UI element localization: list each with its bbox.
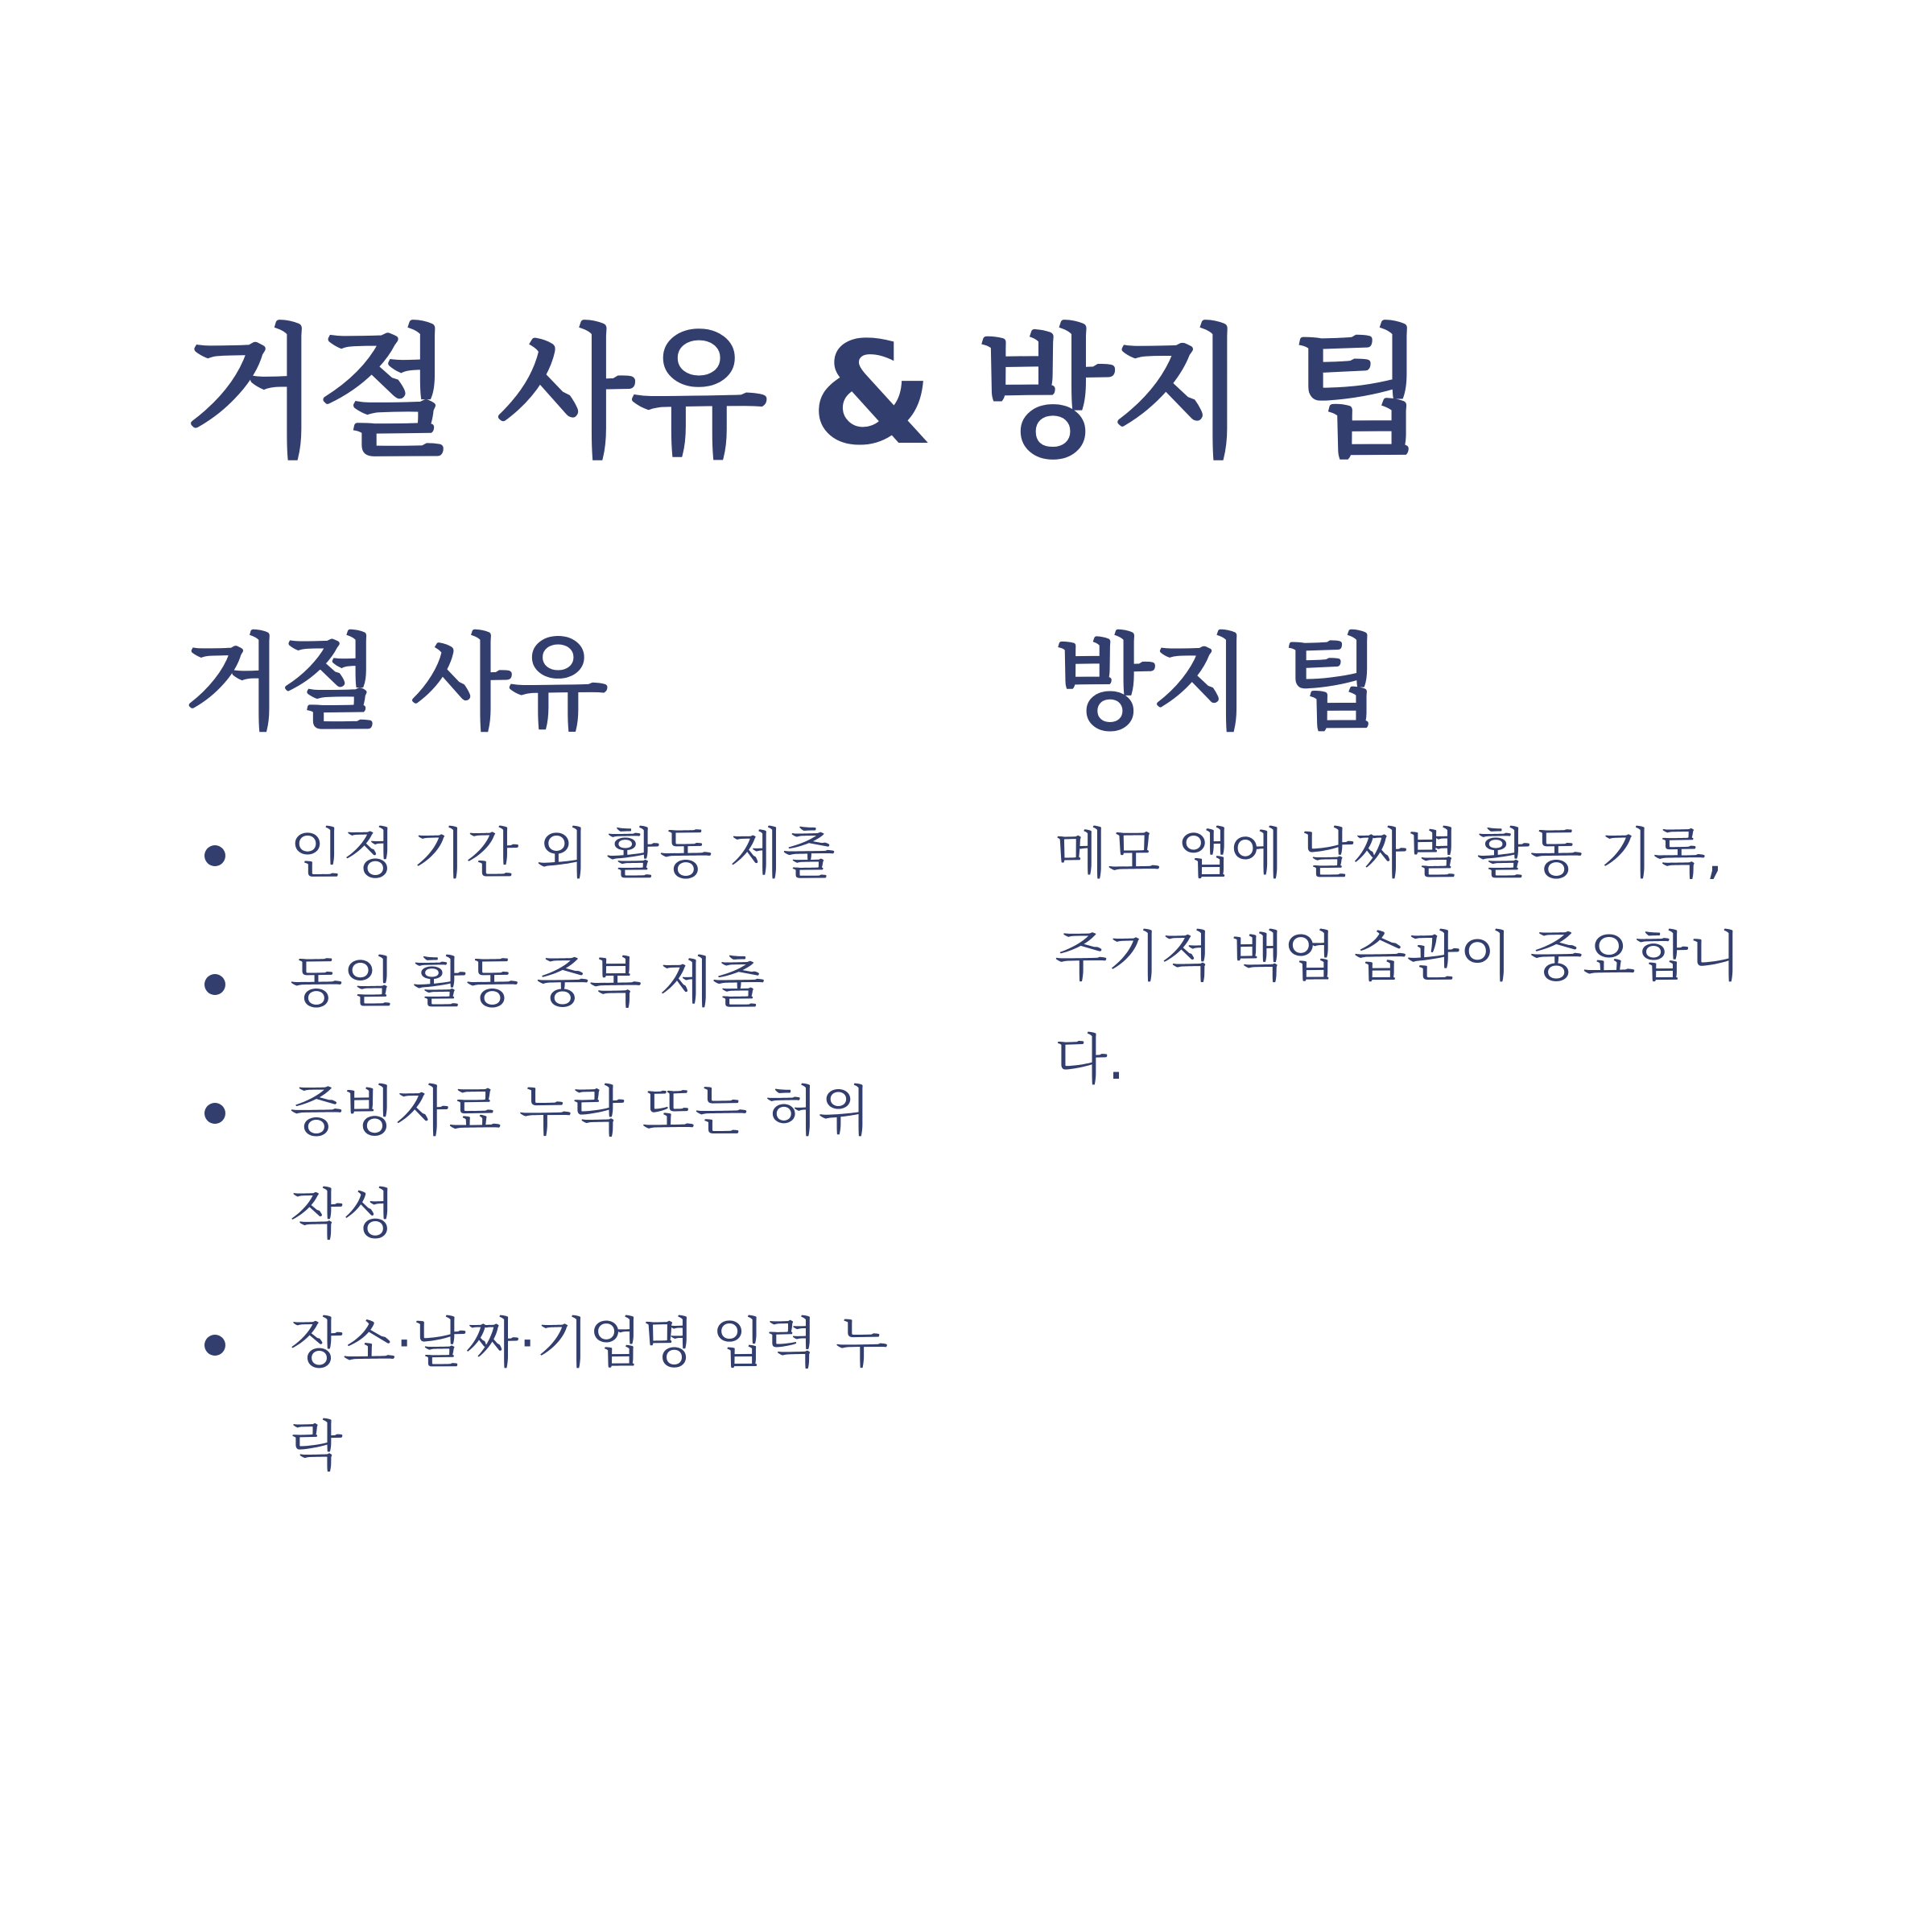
bullet-icon: [204, 845, 225, 866]
bullet-icon: [204, 974, 225, 995]
list-item: [184, 1061, 918, 1267]
list-item: [184, 1293, 918, 1499]
prevention-tips-heading: 방지 팁: [1055, 624, 1380, 744]
rejection-reasons-list: [184, 803, 908, 1525]
rejection-reasons-section: [184, 620, 908, 1479]
page-title: 거절 사유 & 방지 팁: [184, 312, 1424, 477]
reason-text: 증빙자료 누락 또는 허위 작성: [290, 1080, 871, 1247]
list-item: [184, 803, 918, 906]
list-item: [184, 932, 918, 1035]
bullet-icon: [204, 1335, 225, 1356]
reason-text: 장소·날짜·기업명 입력 누락: [290, 1312, 889, 1479]
bullet-icon: [204, 1103, 225, 1124]
reason-text: 인정 기간 외 활동 제출: [290, 823, 836, 886]
prevention-tips-section: [1055, 620, 1779, 1092]
prevention-tip-text: 메모 앱에 날짜별 활동 기록, 주기적 백업 습관이 중요합니다.: [1055, 823, 1742, 1092]
rejection-reasons-heading: 거절 사유: [184, 624, 606, 744]
reason-text: 동일 활동 중복 제출: [290, 952, 766, 1015]
